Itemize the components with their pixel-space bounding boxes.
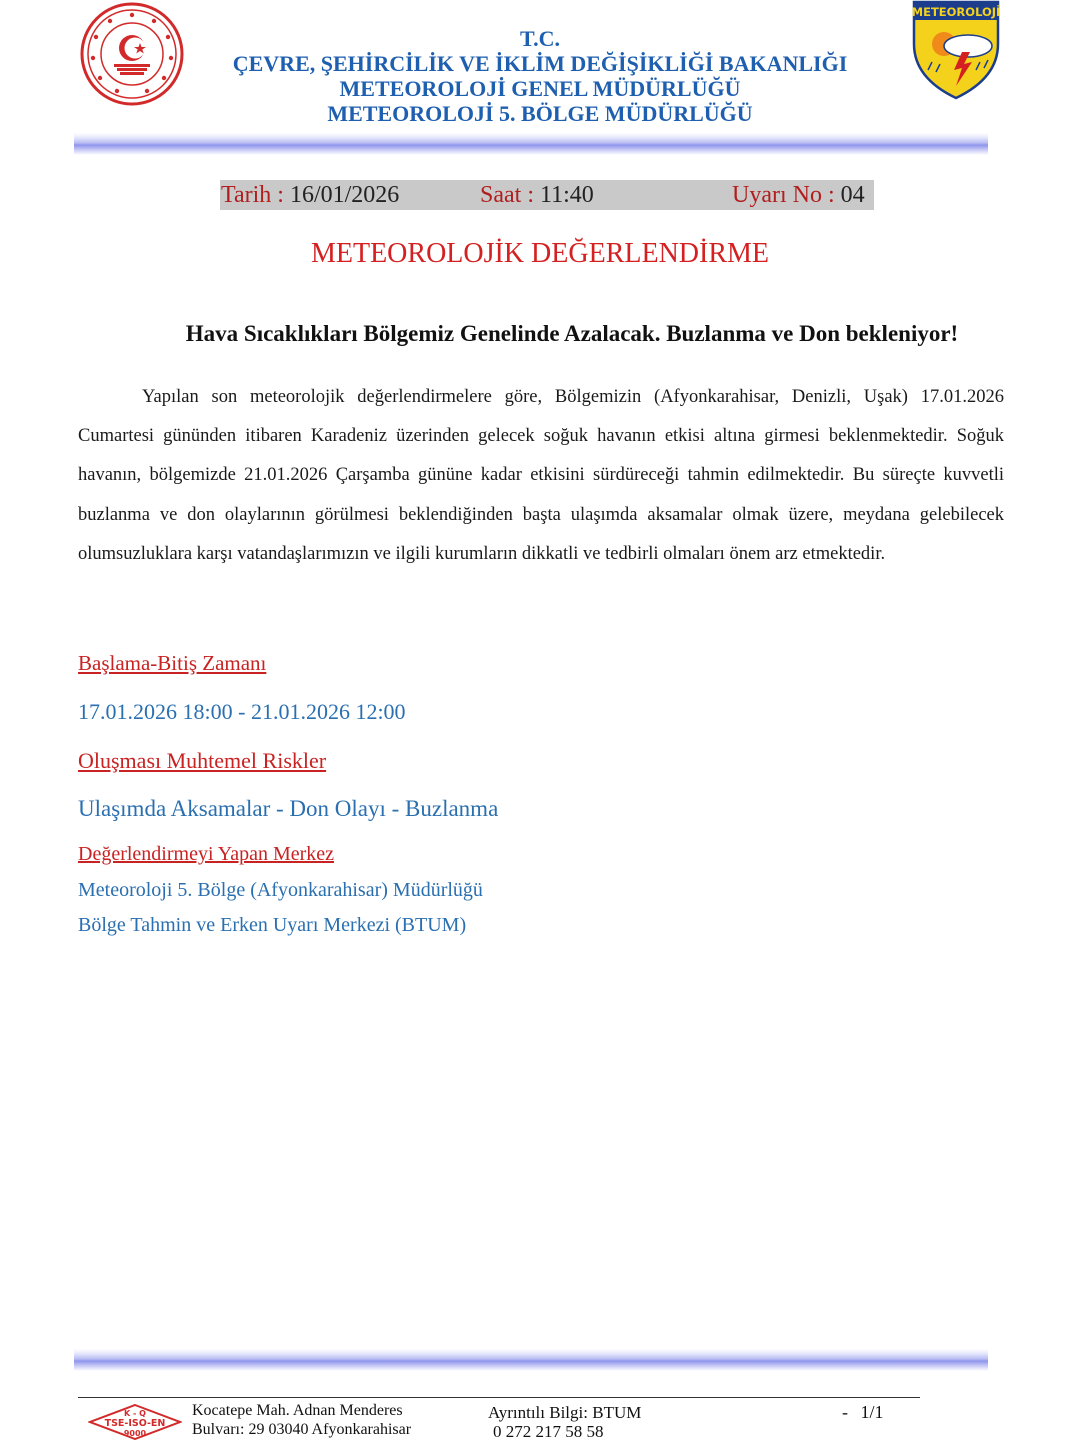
footer-address [192, 1401, 411, 1439]
center-label: Değerlendirmeyi Yapan Merkez [78, 843, 335, 865]
header-line-general-directorate: METEOROLOJİ GENEL MÜDÜRLÜĞÜ [339, 76, 741, 101]
footer-rule [78, 1397, 920, 1398]
headline: Hava Sıcaklıkları Bölgemiz Genelinde Azalacak. Buzlanma ve Don bekleniyor! [185, 321, 959, 346]
page-number [842, 1403, 884, 1422]
center-line-1: Meteoroloji 5. Bölge (Afyonkarahisar) Müdürlüğü [78, 879, 483, 901]
tse-logo-bottom: 9000 [123, 1429, 147, 1438]
header-line-tc: T.C. [520, 26, 560, 51]
shield-logo-text: METEOROLOJİ [911, 5, 1001, 19]
time-label: Saat : [480, 182, 534, 208]
body-paragraph: Yapılan son meteorolojik değerlendirmelere göre, Bölgemizin (Afyonkarahisar, Denizli, Uşak) 17.01.2026 Cumartesi gününden itibaren Karadeniz üzerinden gelecek soğuk havanın etkisi altına girmesi beklenmektedir. Soğuk havanın, bölgemizde 21.01.2026 Çarşamba gününe kadar etkisini sürdüreceği tahmin edilmektedir. Bu süreçte kuvvetli buzlanma ve don olaylarının görülmesi beklendiğinden başta ulaşımda aksamalar olmak üzere, meydana gelebilecek olumsuzluklara karşı vatandaşlarımızın ve ilgili kurumların dikkatli ve tedbirli olmaları önem arz etmektedir. [78, 387, 1004, 564]
meteoroloji-shield-logo [910, 0, 1002, 100]
warning-number-value: 04 [840, 182, 865, 208]
header-separator [74, 133, 988, 155]
footer-separator [74, 1349, 988, 1371]
center-line-2: Bölge Tahmin ve Erken Uyarı Merkezi (BTUM) [78, 914, 467, 936]
date-label: Tarih : [221, 182, 284, 208]
tse-iso-en-9000-logo [88, 1404, 182, 1440]
page-number-dash: - [842, 1402, 848, 1422]
period-value: 17.01.2026 18:00 - 21.01.2026 12:00 [78, 699, 406, 724]
ministry-seal-logo [80, 2, 184, 106]
footer-contact [488, 1403, 641, 1441]
date-value: 16/01/2026 [289, 182, 400, 208]
footer-address-line-1: Kocatepe Mah. Adnan Menderes [192, 1402, 403, 1419]
footer-address-line-2: Bulvarı: 29 03040 Afyonkarahisar [192, 1421, 412, 1438]
page-number-value: 1/1 [860, 1402, 884, 1422]
tse-logo-mid: TSE-ISO-EN [104, 1418, 166, 1429]
header-title-block [180, 26, 900, 126]
warning-number-label: Uyarı No : [732, 182, 835, 208]
footer-info-line-2: 0 272 217 58 58 [493, 1422, 604, 1441]
document-title: METEOROLOJİK DEĞERLENDİRME [310, 238, 770, 269]
header-line-regional-directorate: METEOROLOJİ 5. BÖLGE MÜDÜRLÜĞÜ [327, 101, 753, 126]
time-field [480, 180, 594, 210]
footer-info-line-1: Ayrıntılı Bilgi: BTUM [488, 1403, 642, 1422]
date-field [221, 180, 399, 210]
risks-value: Ulaşımda Aksamalar - Don Olayı - Buzlanma [78, 796, 499, 821]
period-label: Başlama-Bitiş Zamanı [78, 651, 267, 675]
tse-logo-top: K - Q [124, 1409, 146, 1418]
header-line-ministry: ÇEVRE, ŞEHİRCİLİK VE İKLİM DEĞİŞİKLİĞİ BAKANLIĞI [232, 51, 848, 76]
warning-number-field [732, 180, 865, 210]
time-value: 11:40 [540, 182, 594, 208]
risks-label: Oluşması Muhtemel Riskler [78, 748, 327, 773]
